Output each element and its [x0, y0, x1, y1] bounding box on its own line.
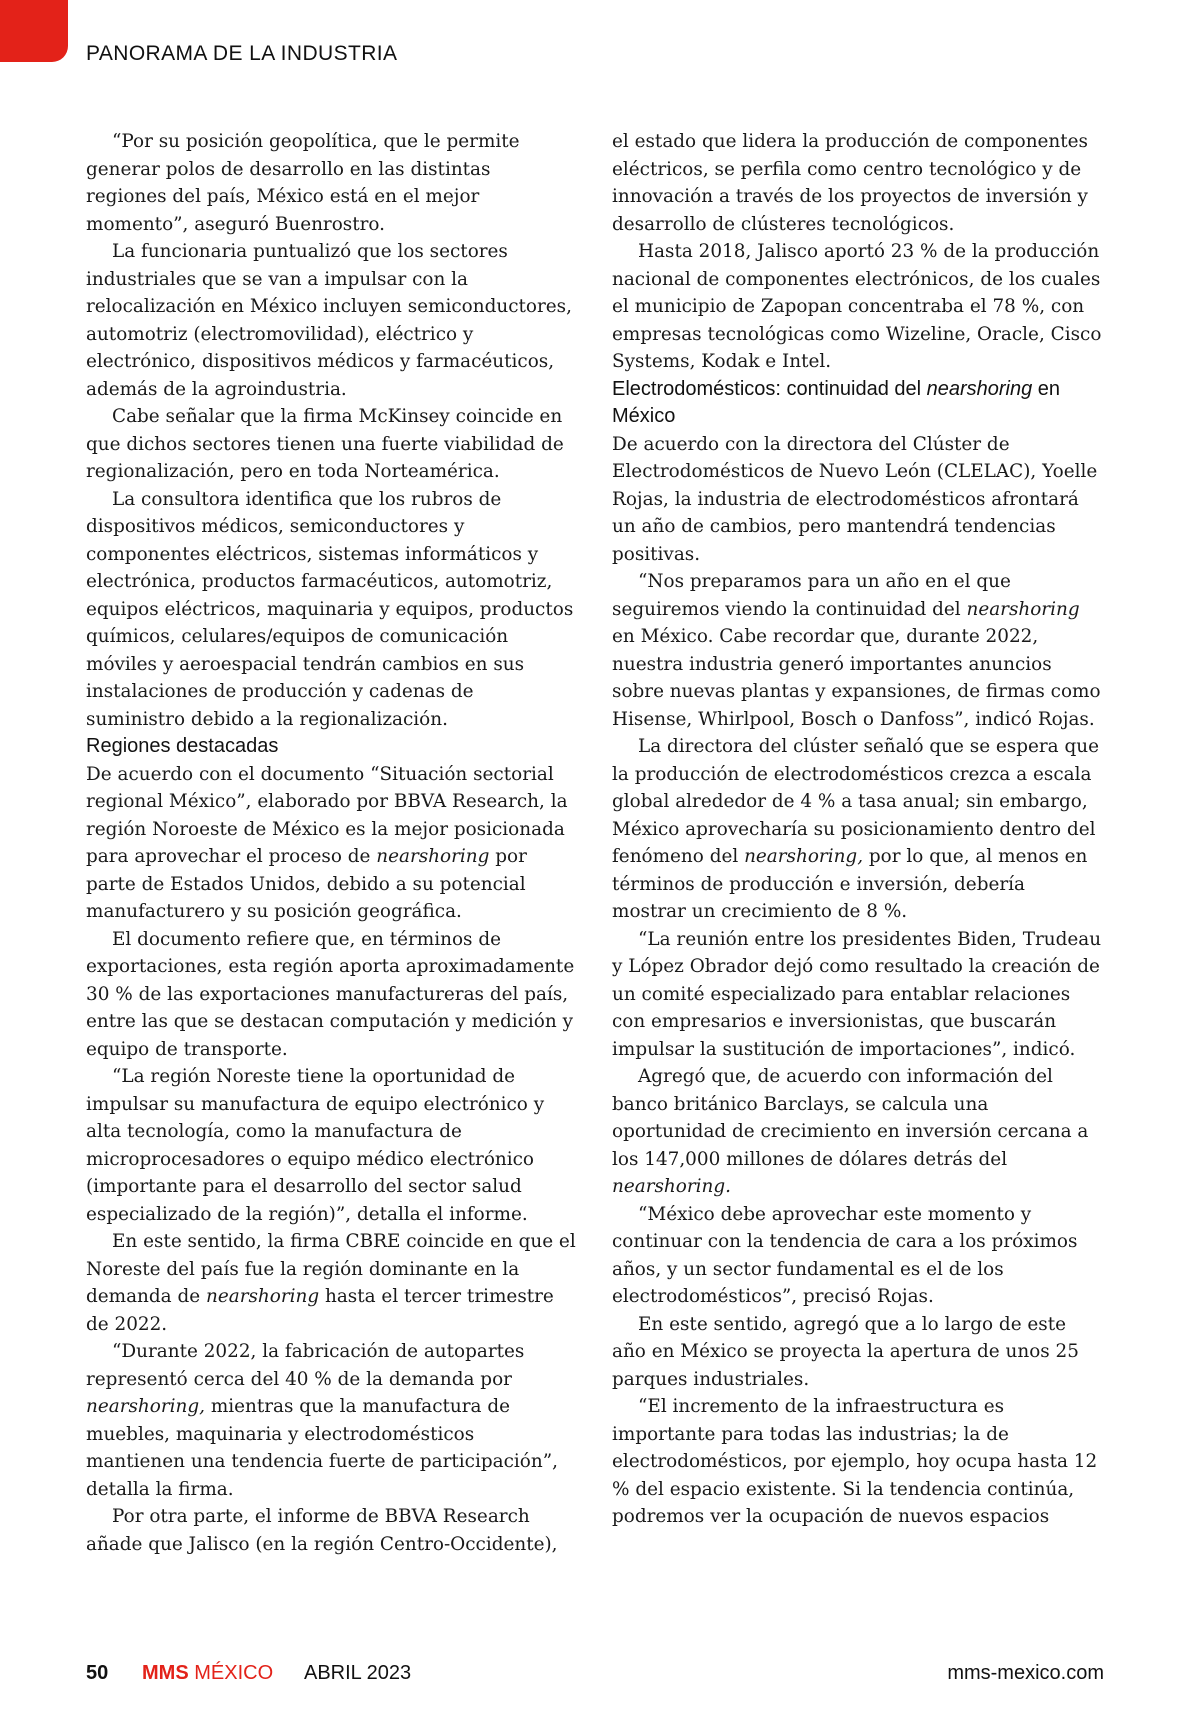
text-run: Por otra parte, el informe de BBVA Research añade que Jalisco (en la región Centro-Occidente),	[86, 1506, 558, 1555]
text-run: En este sentido, la firma CBRE coincide en que el Noreste del país fue la región dominante en la demanda de	[86, 1231, 576, 1307]
paragraph	[86, 1063, 576, 1228]
website-link[interactable]: mms-mexico.com	[947, 1662, 1104, 1684]
text-run: De acuerdo con el documento “Situación sectorial regional México”, elaborado por BBVA Research, la región Noroeste de México es la mejor posicionada para aprovechar el proceso de	[86, 763, 568, 867]
text-run: De acuerdo con la directora del Clúster de Electrodomésticos de Nuevo León (CLELAC), Yoelle Rojas, la industria de electrodomésticos afrontará un año de cambios, pero mantendrá tendencias positivas.	[612, 433, 1098, 565]
text-run: el estado que lidera la producción de componentes eléctricos, se perfila como centro tecnológico y de innovación a través de los proyectos de inversión y desarrollo de clústeres tecnológicos.	[612, 131, 1088, 235]
paragraph	[612, 238, 1104, 376]
text-run: El documento refiere que, en términos de exportaciones, esta región aporta aproximadamente 30 % de las exportaciones manufactureras del país, entre las que se destacan computación y medición y equipo de transporte.	[86, 928, 575, 1060]
paragraph	[86, 128, 576, 238]
text-run: “El incremento de la infraestructura es importante para todas las industrias; la de electrodomésticos, por ejemplo, hoy ocupa hasta 12 % del espacio existente. Si la tendencia continúa, podremos ver la ocupación de nuevos espacios	[612, 1396, 1098, 1527]
text-run: en México. Cabe recordar que, durante 2022, nuestra industria generó importantes anuncios sobre nuevas plantas y expansiones, de firmas como Hisense, Whirlpool, Bosch o Danfoss”, indicó Rojas.	[612, 626, 1101, 730]
magazine-brand	[142, 1662, 273, 1685]
paragraph	[86, 1503, 576, 1558]
brand-mexico: MÉXICO	[194, 1662, 274, 1684]
paragraph	[86, 761, 576, 926]
paragraph	[86, 1228, 576, 1338]
text-run: “Nos preparamos para un año en el que seguiremos viendo la continuidad del	[612, 571, 1011, 620]
italic-term: nearshoring,	[86, 1396, 205, 1417]
italic-term: nearshoring	[966, 598, 1080, 620]
text-run: Hasta 2018, Jalisco aportó 23 % de la producción nacional de componentes electrónicos, de los cuales el municipio de Zapopan concentraba el 78 %, con empresas tecnológicas como Wizeline, Oracle, Cisco Systems, Kodak e Intel.	[612, 241, 1102, 372]
text-run: Electrodomésticos: continuidad del	[612, 377, 927, 400]
text-run: La funcionaria puntualizó que los sectores industriales que se van a impulsar con la relocalización en México incluyen semiconductores, automotriz (electromovilidad), eléctrico y electrónico, dispositivos médicos y farmacéuticos, además de la agroindustria.	[86, 241, 572, 400]
text-run: La directora del clúster señaló que se espera que la producción de electrodomésticos crezca a escala global alrededor de 4 % a tasa anual; sin embargo, México aprovecharía su posicionamiento dentro del fenómeno del	[612, 736, 1099, 867]
paragraph	[612, 431, 1104, 569]
paragraph	[612, 128, 1104, 238]
italic-term: nearshoring	[376, 846, 490, 867]
section-heading	[612, 376, 1104, 431]
text-run: “México debe aprovechar este momento y continuar con la tendencia de cara a los próximos años, y un sector fundamental es el de los electrodomésticos”, precisó Rojas.	[612, 1203, 1078, 1307]
paragraph	[86, 926, 576, 1064]
paragraph	[86, 403, 576, 486]
paragraph	[86, 486, 576, 734]
section-heading	[86, 733, 576, 761]
page-footer	[86, 1662, 1104, 1692]
article-column-right	[612, 128, 1104, 1531]
paragraph	[612, 733, 1104, 926]
paragraph	[612, 568, 1104, 733]
text-run: En este sentido, agregó que a lo largo de este año en México se proyecta la apertura de unos 25 parques industriales.	[612, 1313, 1079, 1390]
paragraph	[86, 238, 576, 403]
text-run: mientras que la manufactura de muebles, maquinaria y electrodomésticos mantienen una tendencia fuerte de participación”, detalla la firma.	[86, 1396, 558, 1500]
section-color-tab	[0, 0, 68, 62]
text-run: Cabe señalar que la firma McKinsey coincide en que dichos sectores tienen una fuerte viabilidad de regionalización, pero en toda Norteamérica.	[86, 406, 564, 482]
paragraph	[612, 1201, 1104, 1311]
italic-term: nearshoring	[206, 1286, 320, 1307]
italic-term: nearshoring.	[612, 1176, 731, 1197]
text-run: por parte de Estados Unidos, debido a su potencial manufacturero y su posición geográfica.	[86, 846, 527, 922]
text-run: “Durante 2022, la fabricación de autopartes representó cerca del 40 % de la demanda por	[86, 1341, 525, 1390]
text-run: por lo que, al menos en términos de producción e inversión, debería mostrar un crecimiento de 8 %.	[612, 846, 1088, 922]
article-column-left	[86, 128, 576, 1558]
page-number: 50	[86, 1662, 109, 1684]
paragraph	[612, 1311, 1104, 1394]
paragraph	[612, 926, 1104, 1064]
text-run: “Por su posición geopolítica, que le permite generar polos de desarrollo en las distintas regiones del país, México está en el mejor momento”, aseguró Buenrostro.	[86, 131, 520, 235]
paragraph	[612, 1063, 1104, 1201]
text-run: La consultora identifica que los rubros de dispositivos médicos, semiconductores y componentes eléctricos, sistemas informáticos y electrónica, productos farmacéuticos, automotriz, equipos eléctricos, maquinaria y equipos, productos químicos, celulares/equipos de comunicación móviles y aeroespacial tendrán cambios en sus instalaciones de producción y cadenas de suministro debido a la regionalización.	[86, 488, 574, 730]
italic-term: nearshoring,	[744, 846, 864, 867]
italic-term: nearshoring	[926, 377, 1033, 400]
paragraph	[86, 1338, 576, 1503]
text-run: Agregó que, de acuerdo con información del banco británico Barclays, se calcula una oportunidad de crecimiento en inversión cercana a los 147,000 millones de dólares detrás del	[612, 1066, 1089, 1170]
paragraph	[612, 1393, 1104, 1531]
text-run: “La reunión entre los presidentes Biden, Trudeau y López Obrador dejó como resultado la creación de un comité especializado para entablar relaciones con empresarios e inversionistas, que buscarán impulsar la sustitución de importaciones”, indicó.	[612, 928, 1102, 1060]
text-run: hasta el tercer trimestre de 2022.	[86, 1286, 554, 1335]
brand-mms: MMS	[142, 1662, 189, 1684]
issue-date: ABRIL 2023	[304, 1662, 412, 1684]
text-run: Regiones destacadas	[86, 735, 279, 757]
text-run: “La región Noreste tiene la oportunidad de impulsar su manufactura de equipo electrónico y alta tecnología, como la manufactura de microprocesadores o equipo médico electrónico (importante para el desarrollo del sector salud especializado de la región)”, detalla el informe.	[86, 1066, 545, 1225]
section-header: PANORAMA DE LA INDUSTRIA	[86, 42, 398, 65]
text-run: en México	[612, 377, 1061, 427]
